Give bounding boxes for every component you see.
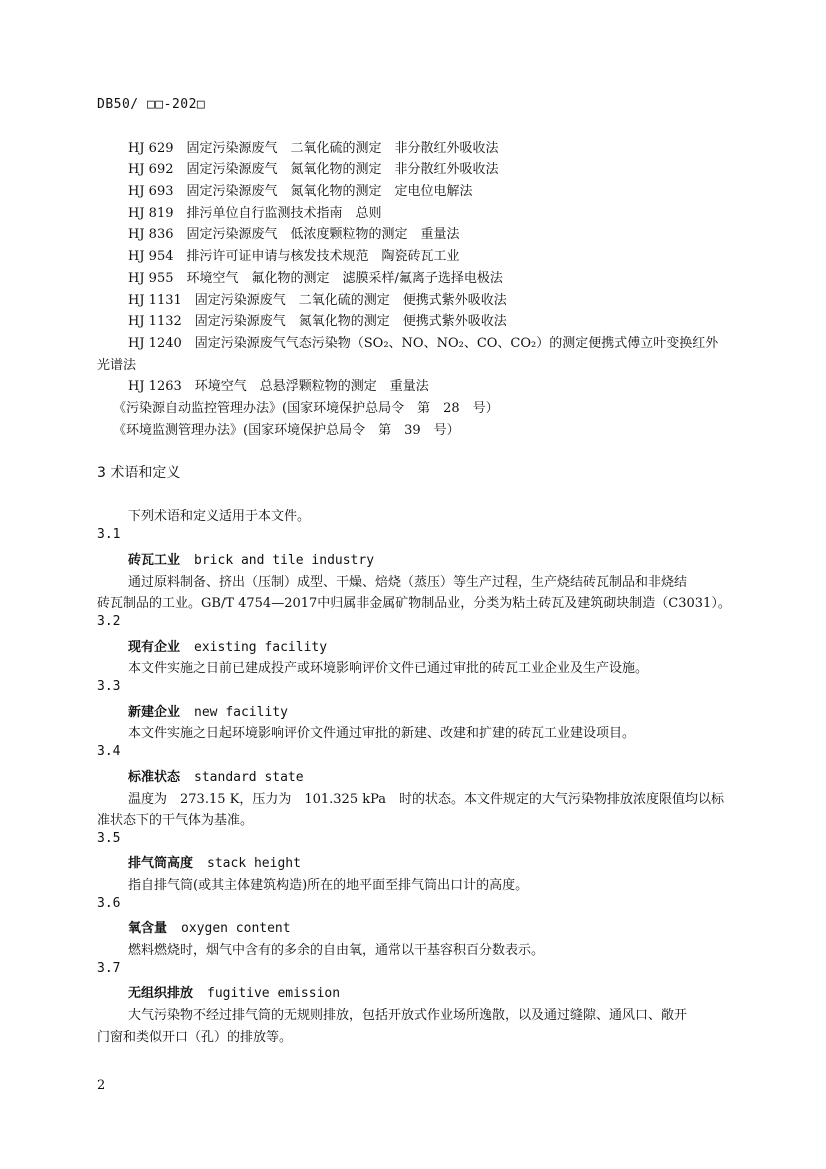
reference-item: HJ 1131 固定污染源废气 二氧化硫的测定 便携式紫外吸收法 bbox=[128, 293, 507, 308]
term-zh: 标准状态 bbox=[128, 770, 181, 785]
reference-item: 《污染源自动监控管理办法》(国家环境保护总局令 第 28 号） bbox=[113, 401, 499, 416]
term-en: standard state bbox=[194, 770, 304, 785]
term-title bbox=[128, 766, 304, 785]
term-title bbox=[128, 549, 374, 568]
reference-item: HJ 629 固定污染源废气 二氧化硫的测定 非分散红外吸收法 bbox=[128, 141, 499, 156]
term-title bbox=[128, 636, 327, 655]
reference-item-continuation: 光谱法 bbox=[97, 358, 137, 373]
term-en: fugitive emission bbox=[207, 986, 341, 1001]
document-code-header: DB50/ □□-202□ bbox=[97, 97, 206, 112]
term-definition: 燃料燃烧时，烟气中含有的多余的自由氧，通常以干基容积百分数表示。 bbox=[128, 943, 545, 958]
term-definition: 通过原料制备、挤出（压制）成型、干燥、焙烧（蒸压）等生产过程，生产烧结砖瓦制品和非烧结 bbox=[128, 575, 688, 590]
term-zh: 新建企业 bbox=[128, 705, 181, 720]
reference-item: HJ 954 排污许可证申请与核发技术规范 陶瓷砖瓦工业 bbox=[128, 249, 460, 264]
term-number: 3.1 bbox=[97, 527, 121, 542]
term-definition: 本文件实施之日前已建成投产或环境影响评价文件已通过审批的砖瓦工业企业及生产设施。 bbox=[128, 661, 649, 676]
term-en: oxygen content bbox=[181, 921, 291, 936]
term-number: 3.6 bbox=[97, 896, 121, 911]
term-definition: 温度为 273.15 K，压力为 101.325 kPa 时的状态。本文件规定的大气污染物排放浓度限值均以标 bbox=[128, 792, 725, 807]
reference-item: HJ 693 固定污染源废气 氮氧化物的测定 定电位电解法 bbox=[128, 184, 473, 199]
term-title bbox=[128, 701, 288, 720]
term-definition: 砖瓦制品的工业。GB/T 4754—2017中归属非金属矿物制品业，分类为粘土砖瓦及建筑砌块制造（C3031）。 bbox=[97, 596, 731, 611]
term-title bbox=[128, 852, 301, 871]
term-definition: 本文件实施之日起环境影响评价文件通过审批的新建、改建和扩建的砖瓦工业建设项目。 bbox=[128, 726, 636, 741]
term-zh: 现有企业 bbox=[128, 640, 181, 655]
term-zh: 排气筒高度 bbox=[128, 856, 194, 871]
term-number: 3.4 bbox=[97, 744, 121, 759]
term-en: brick and tile industry bbox=[194, 553, 375, 568]
reference-item: HJ 692 固定污染源废气 氮氧化物的测定 非分散红外吸收法 bbox=[128, 162, 499, 177]
term-zh: 砖瓦工业 bbox=[128, 553, 181, 568]
reference-item: HJ 1263 环境空气 总悬浮颗粒物的测定 重量法 bbox=[128, 379, 429, 394]
term-definition: 指自排气筒(或其主体建筑构造)所在的地平面至排气筒出口计的高度。 bbox=[128, 878, 529, 893]
term-number: 3.7 bbox=[97, 961, 121, 976]
term-en: new facility bbox=[194, 705, 288, 720]
term-en: stack height bbox=[207, 856, 301, 871]
section-intro: 下列术语和定义适用于本文件。 bbox=[128, 509, 311, 524]
term-en: existing facility bbox=[194, 640, 328, 655]
term-zh: 无组织排放 bbox=[128, 986, 194, 1001]
page-number: 2 bbox=[97, 1078, 106, 1093]
term-definition: 准状态下的干气体为基准。 bbox=[97, 813, 254, 828]
term-zh: 氧含量 bbox=[128, 921, 168, 936]
reference-item: HJ 819 排污单位自行监测技术指南 总则 bbox=[128, 206, 382, 221]
reference-item: 《环境监测管理办法》(国家环境保护总局令 第 39 号） bbox=[113, 423, 460, 438]
reference-item: HJ 836 固定污染源废气 低浓度颗粒物的测定 重量法 bbox=[128, 227, 460, 242]
reference-item: HJ 955 环境空气 氟化物的测定 滤膜采样/氟离子选择电极法 bbox=[128, 271, 503, 286]
term-number: 3.5 bbox=[97, 831, 121, 846]
reference-item: HJ 1240 固定污染源废气气态污染物（SO₂、NO、NO₂、CO、CO₂）的测定便携式傅立叶变换红外 bbox=[128, 336, 719, 351]
term-number: 3.2 bbox=[97, 614, 121, 629]
term-title bbox=[128, 982, 340, 1001]
term-title bbox=[128, 917, 291, 936]
reference-item: HJ 1132 固定污染源废气 氮氧化物的测定 便携式紫外吸收法 bbox=[128, 314, 507, 329]
section-title: 3 术语和定义 bbox=[97, 465, 181, 481]
term-definition: 门窗和类似开口（孔）的排放等。 bbox=[97, 1030, 293, 1045]
term-definition: 大气污染物不经过排气筒的无规则排放，包括开放式作业场所逸散，以及通过缝隙、通风口、敞开 bbox=[128, 1008, 688, 1023]
term-number: 3.3 bbox=[97, 679, 121, 694]
